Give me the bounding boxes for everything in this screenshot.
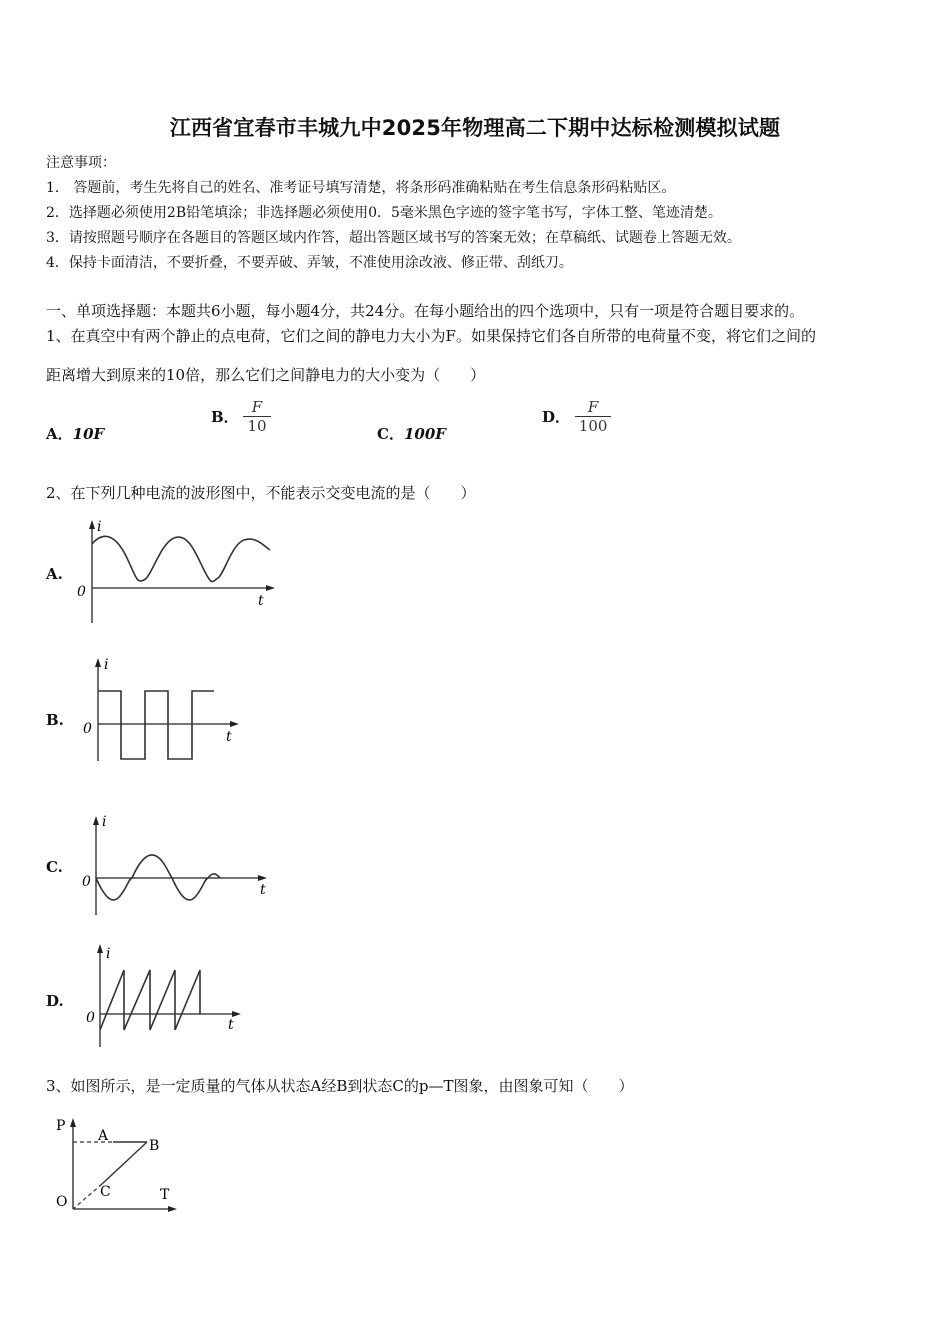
origin-label: 0 [86, 1010, 95, 1026]
option-d-label: D． [542, 408, 571, 426]
i-axis-label: i [97, 519, 102, 535]
t-axis-arrow [230, 721, 239, 727]
notice-item: 1． 答题前，考生先将自己的姓名、准考证号填写清楚，将条形码准确粘贴在考生信息条形码粘贴区。 [46, 180, 676, 196]
option-c-value: 100F [403, 425, 446, 443]
notice-heading: 注意事项： [46, 155, 116, 171]
option-a [46, 423, 104, 444]
t-axis-arrow [258, 875, 267, 881]
waveform-a-curve [92, 536, 270, 581]
fraction-denominator: 10 [243, 416, 270, 435]
T-axis-label: T [160, 1187, 170, 1203]
p-axis-arrow [70, 1118, 76, 1127]
notice-item: 4．保持卡面清洁，不要折叠，不要弄破、弄皱，不准使用涂改液、修正带、刮纸刀。 [46, 255, 573, 271]
option-c-label: C. [46, 858, 63, 876]
pT-diagram [50, 1112, 190, 1222]
state-A-label: A [98, 1128, 109, 1144]
i-axis-arrow [97, 944, 103, 953]
section-heading: 一、单项选择题：本题共6小题，每小题4分，共24分。在每小题给出的四个选项中，只有一项是符合题目要求的。 [46, 302, 805, 320]
t-axis-label: t [258, 593, 264, 609]
line-B-C [102, 1142, 147, 1184]
option-a-value: 10F [72, 425, 105, 443]
notice-item: 2．选择题必须使用2B铅笔填涂；非选择题必须使用0．5毫米黑色字迹的签字笔书写，字体工整、笔迹清楚。 [46, 205, 722, 221]
question-3-stem: 3、如图所示，是一定质量的气体从状态A经B到状态C的p—T图象，由图象可知（ ） [46, 1077, 634, 1095]
state-C-label: C [100, 1184, 111, 1200]
i-axis-arrow [93, 816, 99, 825]
waveform-d-curve [100, 970, 200, 1030]
option-d-label: D. [46, 992, 64, 1010]
fraction-numerator: F [251, 398, 263, 416]
origin-label: O [56, 1194, 68, 1210]
i-axis-label: i [102, 814, 107, 830]
t-axis-label: t [226, 729, 232, 745]
origin-label: 0 [77, 584, 86, 600]
i-axis-arrow [89, 520, 95, 529]
notice-item: 3．请按照题号顺序在各题目的答题区域内作答，超出答题区域书写的答案无效；在草稿纸、试题卷上答题无效。 [46, 230, 741, 246]
t-axis-arrow [266, 585, 275, 591]
i-axis-label: i [106, 946, 111, 962]
waveform-d-graph [80, 942, 250, 1052]
t-axis-label: t [260, 882, 266, 898]
T-axis-arrow [168, 1206, 177, 1212]
origin-label: 0 [82, 874, 91, 890]
waveform-c-graph [78, 810, 278, 920]
i-axis-arrow [95, 658, 101, 667]
question-1-line1: 1、在真空中有两个静止的点电荷，它们之间的静电力大小为F。如果保持它们各自所带的电荷量不变，将它们之间的 [46, 327, 816, 345]
waveform-a-graph [72, 518, 282, 628]
option-b-label: B． [211, 408, 239, 426]
option-d-fraction [575, 398, 612, 435]
fraction-numerator: F [587, 398, 599, 416]
option-a-label: A. [46, 565, 63, 583]
origin-label: 0 [83, 721, 92, 737]
t-axis-label: t [228, 1017, 234, 1033]
p-axis-label: P [56, 1118, 66, 1134]
waveform-b-graph [78, 656, 248, 766]
option-d [542, 398, 611, 435]
state-B-label: B [149, 1138, 160, 1154]
question-2-stem: 2、在下列几种电流的波形图中，不能表示交变电流的是（ ） [46, 484, 476, 502]
dashed-line-C-O [73, 1184, 102, 1209]
option-b-label: B. [46, 711, 64, 729]
option-a-label: A． [46, 425, 73, 443]
option-c-label: C． [377, 425, 404, 443]
fraction-denominator: 100 [575, 416, 612, 435]
question-1-line2: 距离增大到原来的10倍，那么它们之间静电力的大小变为（ ） [46, 366, 486, 384]
i-axis-label: i [104, 657, 109, 673]
option-b-fraction [243, 398, 270, 435]
option-c [377, 423, 446, 444]
page-title: 江西省宜春市丰城九中2025年物理高二下期中达标检测模拟试题 [169, 116, 781, 140]
waveform-b-curve [98, 691, 214, 759]
option-b [211, 398, 271, 435]
